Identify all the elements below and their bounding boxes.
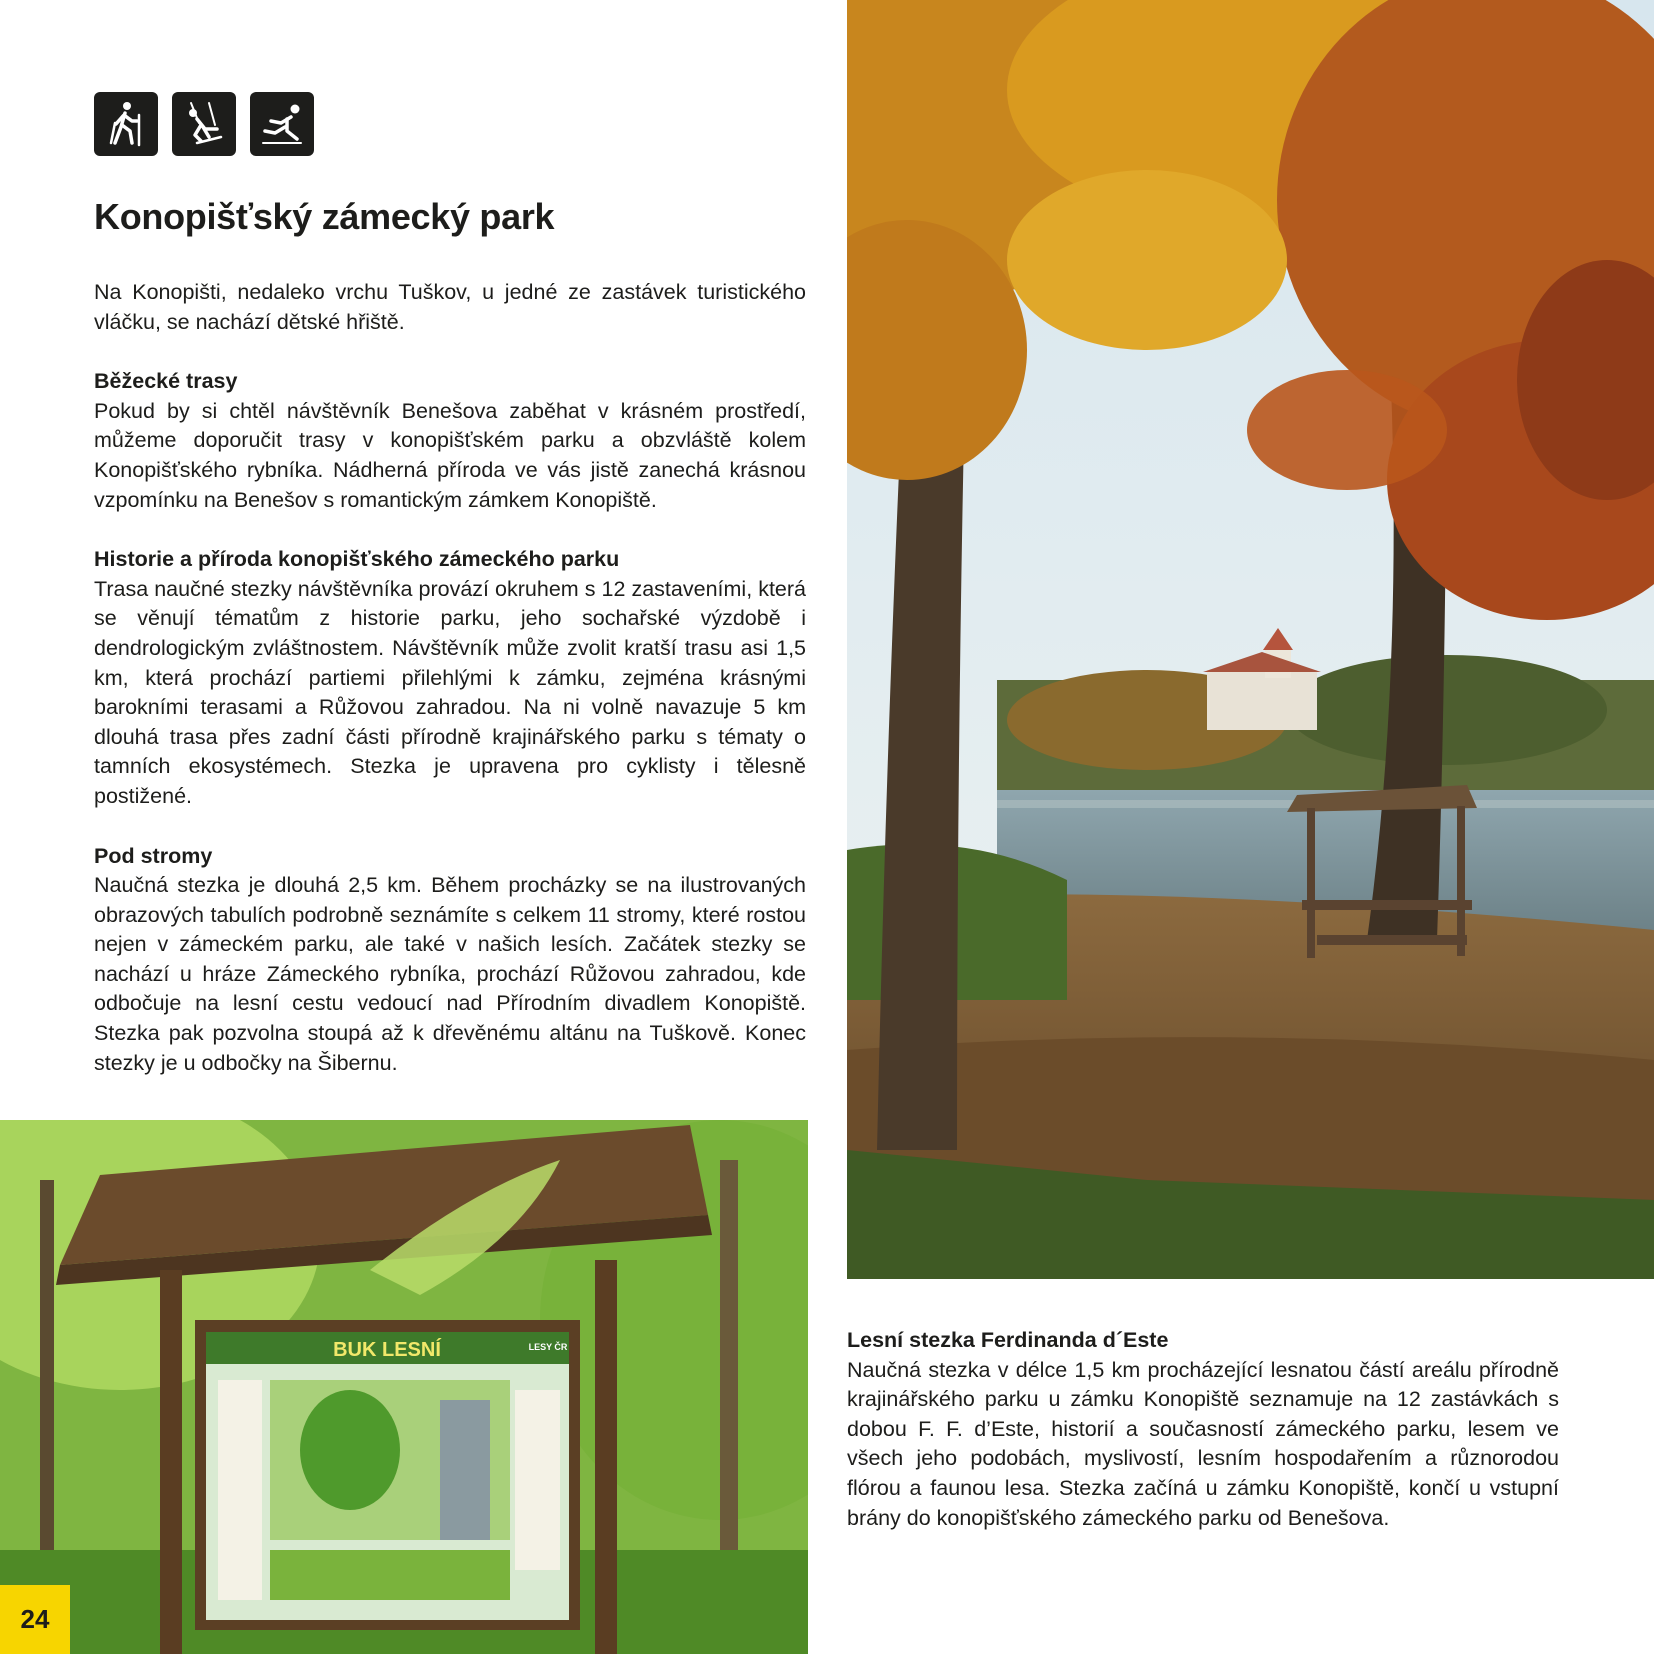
intro-paragraph: Na Konopišti, nedaleko vrchu Tuškov, u jedné ze zastávek turistického vláčku, se nachází dětské hřiště. — [94, 280, 806, 334]
section-text: Pokud by si chtěl návštěvník Benešova zaběhat v krásném prostředí, můžeme doporučit trasy v konopišťském parku a obzvláště kolem Konopišťského rybníka. Nádherná příroda ve vás jistě zanechá krásnou vzpomínku na Benešov s romantickým zámkem Konopiště. — [94, 398, 806, 512]
section-heading: Běžecké trasy — [94, 369, 238, 394]
sign-logo: LESY ČR — [528, 1342, 568, 1352]
hiking-icon — [94, 92, 158, 156]
sign-heading: BUK LESNÍ — [333, 1339, 441, 1361]
playground-swing-icon — [172, 92, 236, 156]
running-icon — [250, 92, 314, 156]
section-heading: Lesní stezka Ferdinanda d´Este — [847, 1328, 1169, 1352]
section-heading: Pod stromy — [94, 843, 213, 868]
section-text: Trasa naučné stezky návštěvníka provází okruhem s 12 zastaveními, která se věnují tématům z historie parku, jeho sochařské výzdobě i dendrologickým zvláštnostem. Návštěvník může zvolit kratší trasu asi 1,5 km, která prochází partiemi přilehlými k zámku, zejména krásnými barokními terasami a Růžovou zahradou. Na ni volně navazuje 5 km dlouhá trasa přes zadní části přírodně krajinářského parku s tématy o tamních ekosystémech. Stezka je upravena pro cyklisty i tělesně postižené. — [94, 576, 806, 808]
page-title: Konopišťský zámecký park — [94, 196, 555, 237]
activity-icons — [94, 92, 314, 156]
section-text: Naučná stezka je dlouhá 2,5 km. Během procházky se na ilustrovaných obrazových tabulích podrobně seznámíte s celkem 11 stromy, které rostou nejen v zámeckém parku, ale také v našich lesích. Začátek stezky se nachází u hráze Zámeckého rybníka, prochází Růžovou zahradou, kde odbočuje na lesní cestu vedoucí nad Přírodním divadlem Konopiště. Stezka pak pozvolna stoupá až k dřevěnému altánu na Tuškově. Konec stezky je u odbočky na Šibernu. — [94, 873, 806, 1075]
autumn-lake-photo — [847, 0, 1654, 1279]
section-heading: Historie a příroda konopišťského zámeckého parku — [94, 547, 620, 572]
forest-trail-section — [847, 1326, 1559, 1533]
forest-sign-photo — [0, 1120, 808, 1654]
main-text-column — [94, 278, 806, 1108]
page-number: 24 — [0, 1585, 70, 1654]
section-text: Naučná stezka v délce 1,5 km procházející lesnatou částí areálu přírodně krajinářského parku u zámku Konopiště seznamuje na 12 zastávkách s dobou F. F. d’Este, historií a současností zámeckého parku, lesem ve všech jeho podobách, myslivostí, lesním hospodařením a různorodou flórou a faunou lesa. Stezka začíná u zámku Konopiště, končí u vstupní brány do konopišťského zámeckého parku od Benešova. — [847, 1357, 1559, 1530]
